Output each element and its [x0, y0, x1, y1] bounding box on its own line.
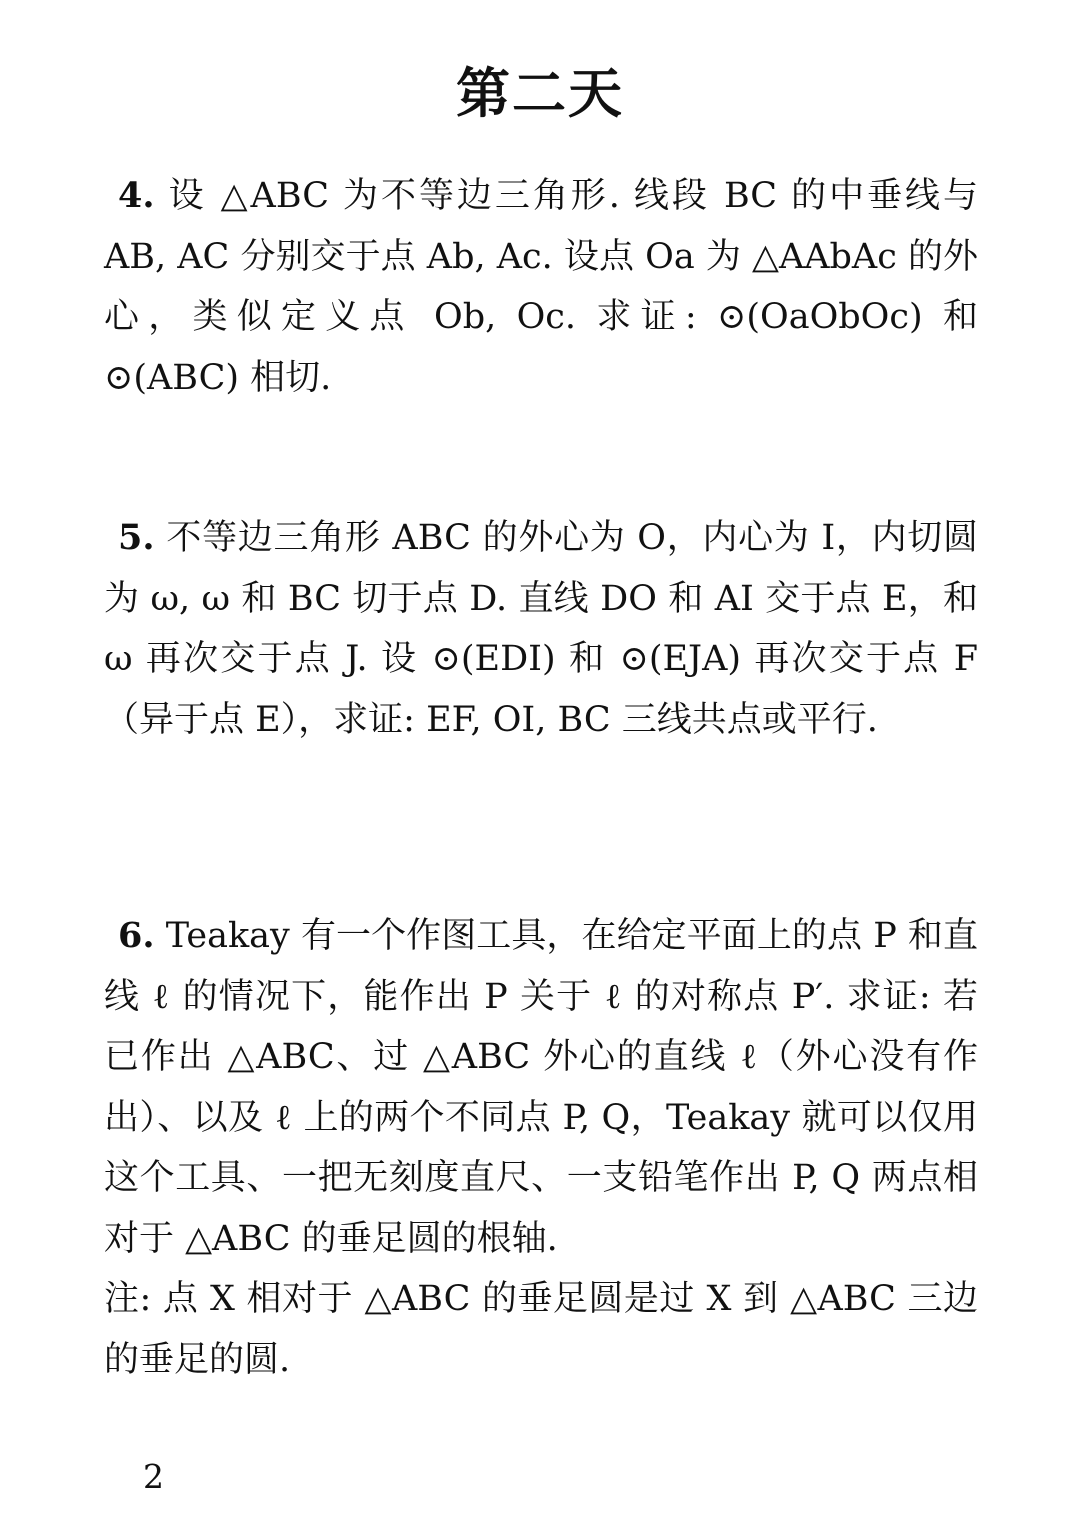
problem-4 — [104, 166, 978, 408]
page-title: 第二天 — [456, 61, 624, 125]
page-number: 2 — [143, 1457, 164, 1496]
problem-4-text: 设 △ABC 为不等边三角形. 线段 BC 的中垂线与 AB, AC 分别交于点 Ab, Ac. 设点 Oa 为 △AAbAc 的外心，类似定义点 Ob, Oc. 求证: ⊙(OaObOc) 和 ⊙(ABC) 相切. — [104, 176, 978, 398]
problem-6-text: Teakay 有一个作图工具，在给定平面上的点 P 和直线 ℓ 的情况下，能作出 P 关于 ℓ 的对称点 P′. 求证: 若已作出 △ABC、过 △ABC 外心的直线 ℓ（外心没有作出）、以及 ℓ 上的两个不同点 P, Q，Teakay 就可以仅用这个工具、一把无刻度直尺、一支铅笔作出 P, Q 两点相对于 △ABC 的垂足圆的根轴. — [104, 916, 978, 1259]
problem-5 — [104, 508, 978, 750]
problem-6 — [104, 906, 978, 1390]
problem-5-text: 不等边三角形 ABC 的外心为 O，内心为 I，内切圆为 ω, ω 和 BC 切于点 D. 直线 DO 和 AI 交于点 E，和 ω 再次交于点 J. 设 ⊙(EDI) 和 ⊙(EJA) 再次交于点 F（异于点 E），求证: EF, OI, BC 三线共点或平行. — [104, 518, 978, 740]
problem-6-number: 6. — [118, 915, 155, 956]
problem-4-body — [104, 166, 978, 408]
problem-4-number: 4. — [118, 175, 155, 216]
problem-6-note: 注: 点 X 相对于 △ABC 的垂足圆是过 X 到 △ABC 三边的垂足的圆. — [104, 1279, 978, 1380]
problem-5-body — [104, 508, 978, 750]
problem-5-number: 5. — [118, 517, 155, 558]
problem-6-body — [104, 906, 978, 1269]
